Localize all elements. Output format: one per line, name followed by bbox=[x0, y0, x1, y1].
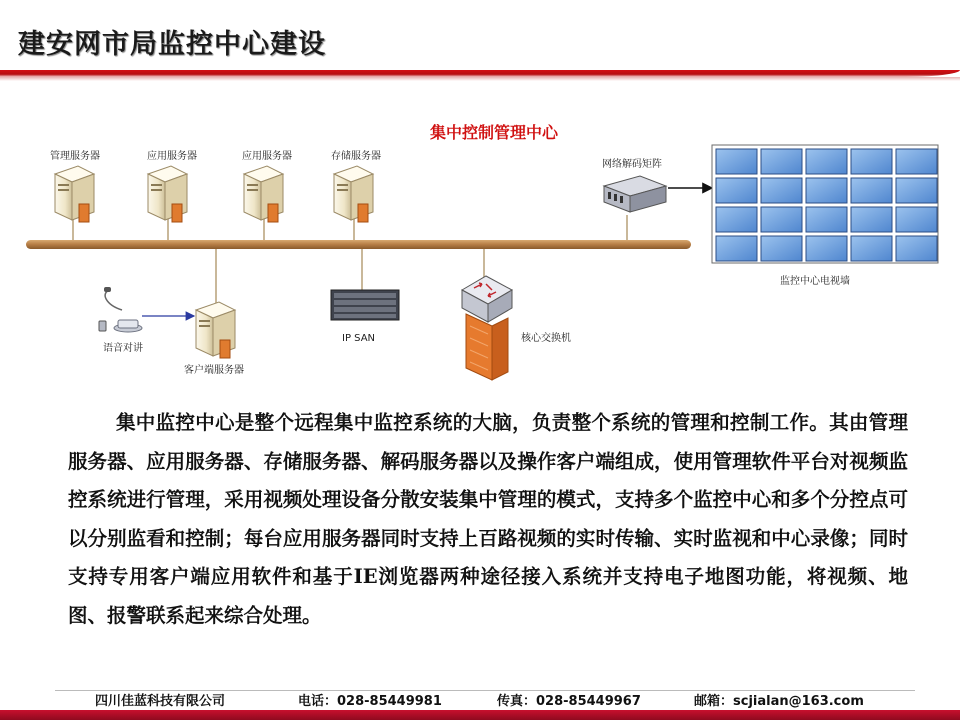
video-wall bbox=[712, 145, 938, 287]
title-divider bbox=[0, 70, 960, 77]
client-server-label: 客户端服务器 bbox=[184, 365, 244, 376]
server-label: 应用服务器 bbox=[147, 151, 197, 162]
video-wall-label: 监控中心电视墙 bbox=[780, 276, 850, 287]
video-wall-screen bbox=[896, 207, 937, 232]
storage-array-icon bbox=[331, 290, 399, 320]
server-icon bbox=[148, 166, 187, 222]
video-wall-screen bbox=[851, 236, 892, 261]
ip-san bbox=[331, 249, 399, 344]
server-label: 应用服务器 bbox=[242, 151, 292, 162]
video-wall-screen bbox=[716, 149, 757, 174]
video-wall-screen bbox=[851, 207, 892, 232]
video-wall-screen bbox=[761, 178, 802, 203]
diagram-title: 集中控制管理中心 bbox=[430, 123, 559, 142]
network-decoder-matrix bbox=[602, 157, 712, 240]
ipsan-label: IP SAN bbox=[342, 333, 376, 344]
server-label: 存储服务器 bbox=[331, 151, 381, 162]
slide-title: 建安网市局监控中心建设 bbox=[18, 29, 326, 60]
video-wall-screen bbox=[806, 236, 847, 261]
switch-icon bbox=[462, 276, 512, 380]
microphone-icon bbox=[104, 287, 142, 332]
video-wall-screen bbox=[806, 207, 847, 232]
video-wall-screen bbox=[851, 178, 892, 203]
storage-server bbox=[331, 149, 381, 240]
server-label: 管理服务器 bbox=[50, 151, 100, 162]
footer-fax: 传真：028-85449967 bbox=[497, 694, 641, 709]
server-icon bbox=[244, 166, 283, 222]
server-icon bbox=[55, 166, 94, 222]
video-wall-screen bbox=[896, 236, 937, 261]
video-wall-screen bbox=[716, 207, 757, 232]
application-server-2 bbox=[242, 149, 292, 240]
application-server-1 bbox=[147, 149, 197, 240]
footer-bar bbox=[0, 710, 960, 720]
network-diagram bbox=[0, 100, 960, 390]
core-switch-label: 核心交换机 bbox=[521, 333, 571, 344]
decoder-label: 网络解码矩阵 bbox=[602, 159, 662, 170]
footer bbox=[0, 690, 960, 710]
intercom-label: 语音对讲 bbox=[103, 343, 143, 354]
video-wall-screen bbox=[896, 178, 937, 203]
voice-intercom bbox=[99, 287, 194, 354]
video-wall-screen bbox=[806, 178, 847, 203]
network-backbone bbox=[26, 240, 691, 249]
server-icon bbox=[334, 166, 373, 222]
server-icon bbox=[196, 302, 235, 358]
description-paragraph: 集中监控中心是整个远程集中监控系统的大脑，负责整个系统的管理和控制工作。其由管理服务器、应用服务器、存储服务器、解码服务器以及操作客户端组成，使用管理软件平台对视频监控系统进行管理，采用视频处理设备分散安装集中管理的模式，支持多个监控中心和多个分控点可以分别监看和控制；每台应用服务器同时支持上百路视频的实时传输、实时监视和中心录像；同时支持专用客户端应用软件和基于IE浏览器两种途径接入系统并支持电子地图功能，将视频、地图、报警联系起来综合处理。 bbox=[68, 411, 908, 627]
video-wall-screen bbox=[761, 236, 802, 261]
footer-phone: 电话：028-85449981 bbox=[298, 694, 442, 709]
video-wall-screen bbox=[716, 178, 757, 203]
title-divider-shadow bbox=[0, 77, 960, 81]
video-wall-screen bbox=[806, 149, 847, 174]
footer-email: 邮箱：scjialan@163.com bbox=[694, 694, 864, 709]
management-server bbox=[50, 149, 100, 240]
speaker-icon bbox=[99, 321, 106, 331]
video-wall-screen bbox=[716, 236, 757, 261]
client-server bbox=[184, 302, 244, 376]
video-wall-screen bbox=[896, 149, 937, 174]
footer-company: 四川佳蓝科技有限公司 bbox=[95, 694, 226, 709]
decoder-icon bbox=[604, 176, 666, 212]
core-switch bbox=[462, 249, 571, 380]
video-wall-screen bbox=[851, 149, 892, 174]
video-wall-screen bbox=[761, 207, 802, 232]
video-wall-screen bbox=[761, 149, 802, 174]
